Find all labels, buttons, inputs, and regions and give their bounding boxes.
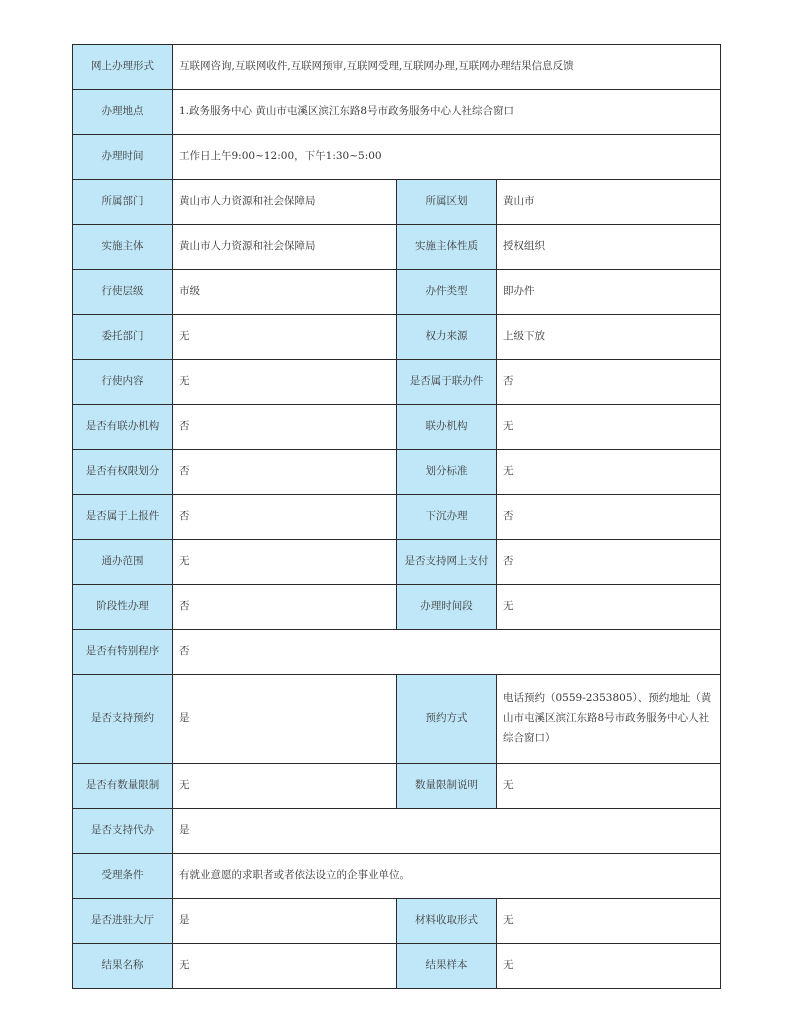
row-label: 是否支持预约 [73, 675, 173, 764]
row-value: 有就业意愿的求职者或者依法设立的企事业单位。 [173, 854, 721, 899]
table-row [73, 585, 721, 630]
row-label: 是否有联办机构 [73, 405, 173, 450]
row-value: 互联网咨询,互联网收件,互联网预审,互联网受理,互联网办理,互联网办理结果信息反馈 [173, 45, 721, 90]
row-label-right: 结果样本 [397, 944, 497, 989]
table-row [73, 540, 721, 585]
service-info-sheet [72, 44, 720, 989]
row-label-right: 联办机构 [397, 405, 497, 450]
row-value-right: 否 [497, 540, 721, 585]
row-value: 无 [173, 360, 397, 405]
row-value-right: 否 [497, 495, 721, 540]
table-row [73, 899, 721, 944]
row-label: 是否有数量限制 [73, 764, 173, 809]
row-value-right: 无 [497, 450, 721, 495]
row-label: 办理时间 [73, 135, 173, 180]
table-row [73, 180, 721, 225]
row-label: 行使内容 [73, 360, 173, 405]
row-value: 否 [173, 495, 397, 540]
row-label-right: 办件类型 [397, 270, 497, 315]
row-value: 否 [173, 450, 397, 495]
table-row [73, 495, 721, 540]
row-value: 否 [173, 585, 397, 630]
row-value: 工作日上午9:00~12:00，下午1:30~5:00 [173, 135, 721, 180]
row-value: 无 [173, 540, 397, 585]
row-value-right: 无 [497, 405, 721, 450]
row-label-right: 是否属于联办件 [397, 360, 497, 405]
table-row [73, 135, 721, 180]
row-value-right: 无 [497, 764, 721, 809]
row-label: 是否支持代办 [73, 809, 173, 854]
table-row [73, 315, 721, 360]
row-label: 行使层级 [73, 270, 173, 315]
row-label-right: 划分标准 [397, 450, 497, 495]
table-row [73, 405, 721, 450]
row-value: 无 [173, 944, 397, 989]
table-row [73, 90, 721, 135]
row-value-right: 上级下放 [497, 315, 721, 360]
row-value-right: 授权组织 [497, 225, 721, 270]
table-row [73, 45, 721, 90]
row-label: 是否进驻大厅 [73, 899, 173, 944]
row-label: 是否属于上报件 [73, 495, 173, 540]
row-value: 黄山市人力资源和社会保障局 [173, 225, 397, 270]
row-label: 受理条件 [73, 854, 173, 899]
row-value-right: 即办件 [497, 270, 721, 315]
row-label: 是否有特别程序 [73, 630, 173, 675]
row-label-right: 权力来源 [397, 315, 497, 360]
row-label: 委托部门 [73, 315, 173, 360]
table-row [73, 225, 721, 270]
row-value: 是 [173, 899, 397, 944]
row-label: 办理地点 [73, 90, 173, 135]
table-row [73, 809, 721, 854]
row-value-right: 黄山市 [497, 180, 721, 225]
row-value-right: 无 [497, 585, 721, 630]
row-label: 实施主体 [73, 225, 173, 270]
row-label-right: 下沉办理 [397, 495, 497, 540]
table-row [73, 630, 721, 675]
row-value-right: 否 [497, 360, 721, 405]
row-value: 黄山市人力资源和社会保障局 [173, 180, 397, 225]
row-label: 阶段性办理 [73, 585, 173, 630]
table-row [73, 944, 721, 989]
table-row [73, 675, 721, 764]
row-value-right: 无 [497, 944, 721, 989]
service-info-table [72, 44, 721, 989]
row-label-right: 是否支持网上支付 [397, 540, 497, 585]
row-label-right: 材料收取形式 [397, 899, 497, 944]
row-value: 是 [173, 675, 397, 764]
row-label-right: 所属区划 [397, 180, 497, 225]
row-label: 是否有权限划分 [73, 450, 173, 495]
row-label-right: 预约方式 [397, 675, 497, 764]
row-label-right: 办理时间段 [397, 585, 497, 630]
row-label: 网上办理形式 [73, 45, 173, 90]
row-label: 结果名称 [73, 944, 173, 989]
row-value: 是 [173, 809, 721, 854]
row-value: 无 [173, 315, 397, 360]
row-value: 否 [173, 405, 397, 450]
row-value-right: 电话预约（0559-2353805）、预约地址（黄山市屯溪区滨江东路8号市政务服务中心人社综合窗口） [497, 675, 721, 764]
row-value-right: 无 [497, 899, 721, 944]
row-label: 通办范围 [73, 540, 173, 585]
table-row [73, 854, 721, 899]
row-label: 所属部门 [73, 180, 173, 225]
row-value: 无 [173, 764, 397, 809]
table-row [73, 764, 721, 809]
row-value: 1.政务服务中心 黄山市屯溪区滨江东路8号市政务服务中心人社综合窗口 [173, 90, 721, 135]
row-value: 否 [173, 630, 721, 675]
table-row [73, 450, 721, 495]
row-label-right: 实施主体性质 [397, 225, 497, 270]
table-row [73, 270, 721, 315]
row-label-right: 数量限制说明 [397, 764, 497, 809]
table-row [73, 360, 721, 405]
row-value: 市级 [173, 270, 397, 315]
